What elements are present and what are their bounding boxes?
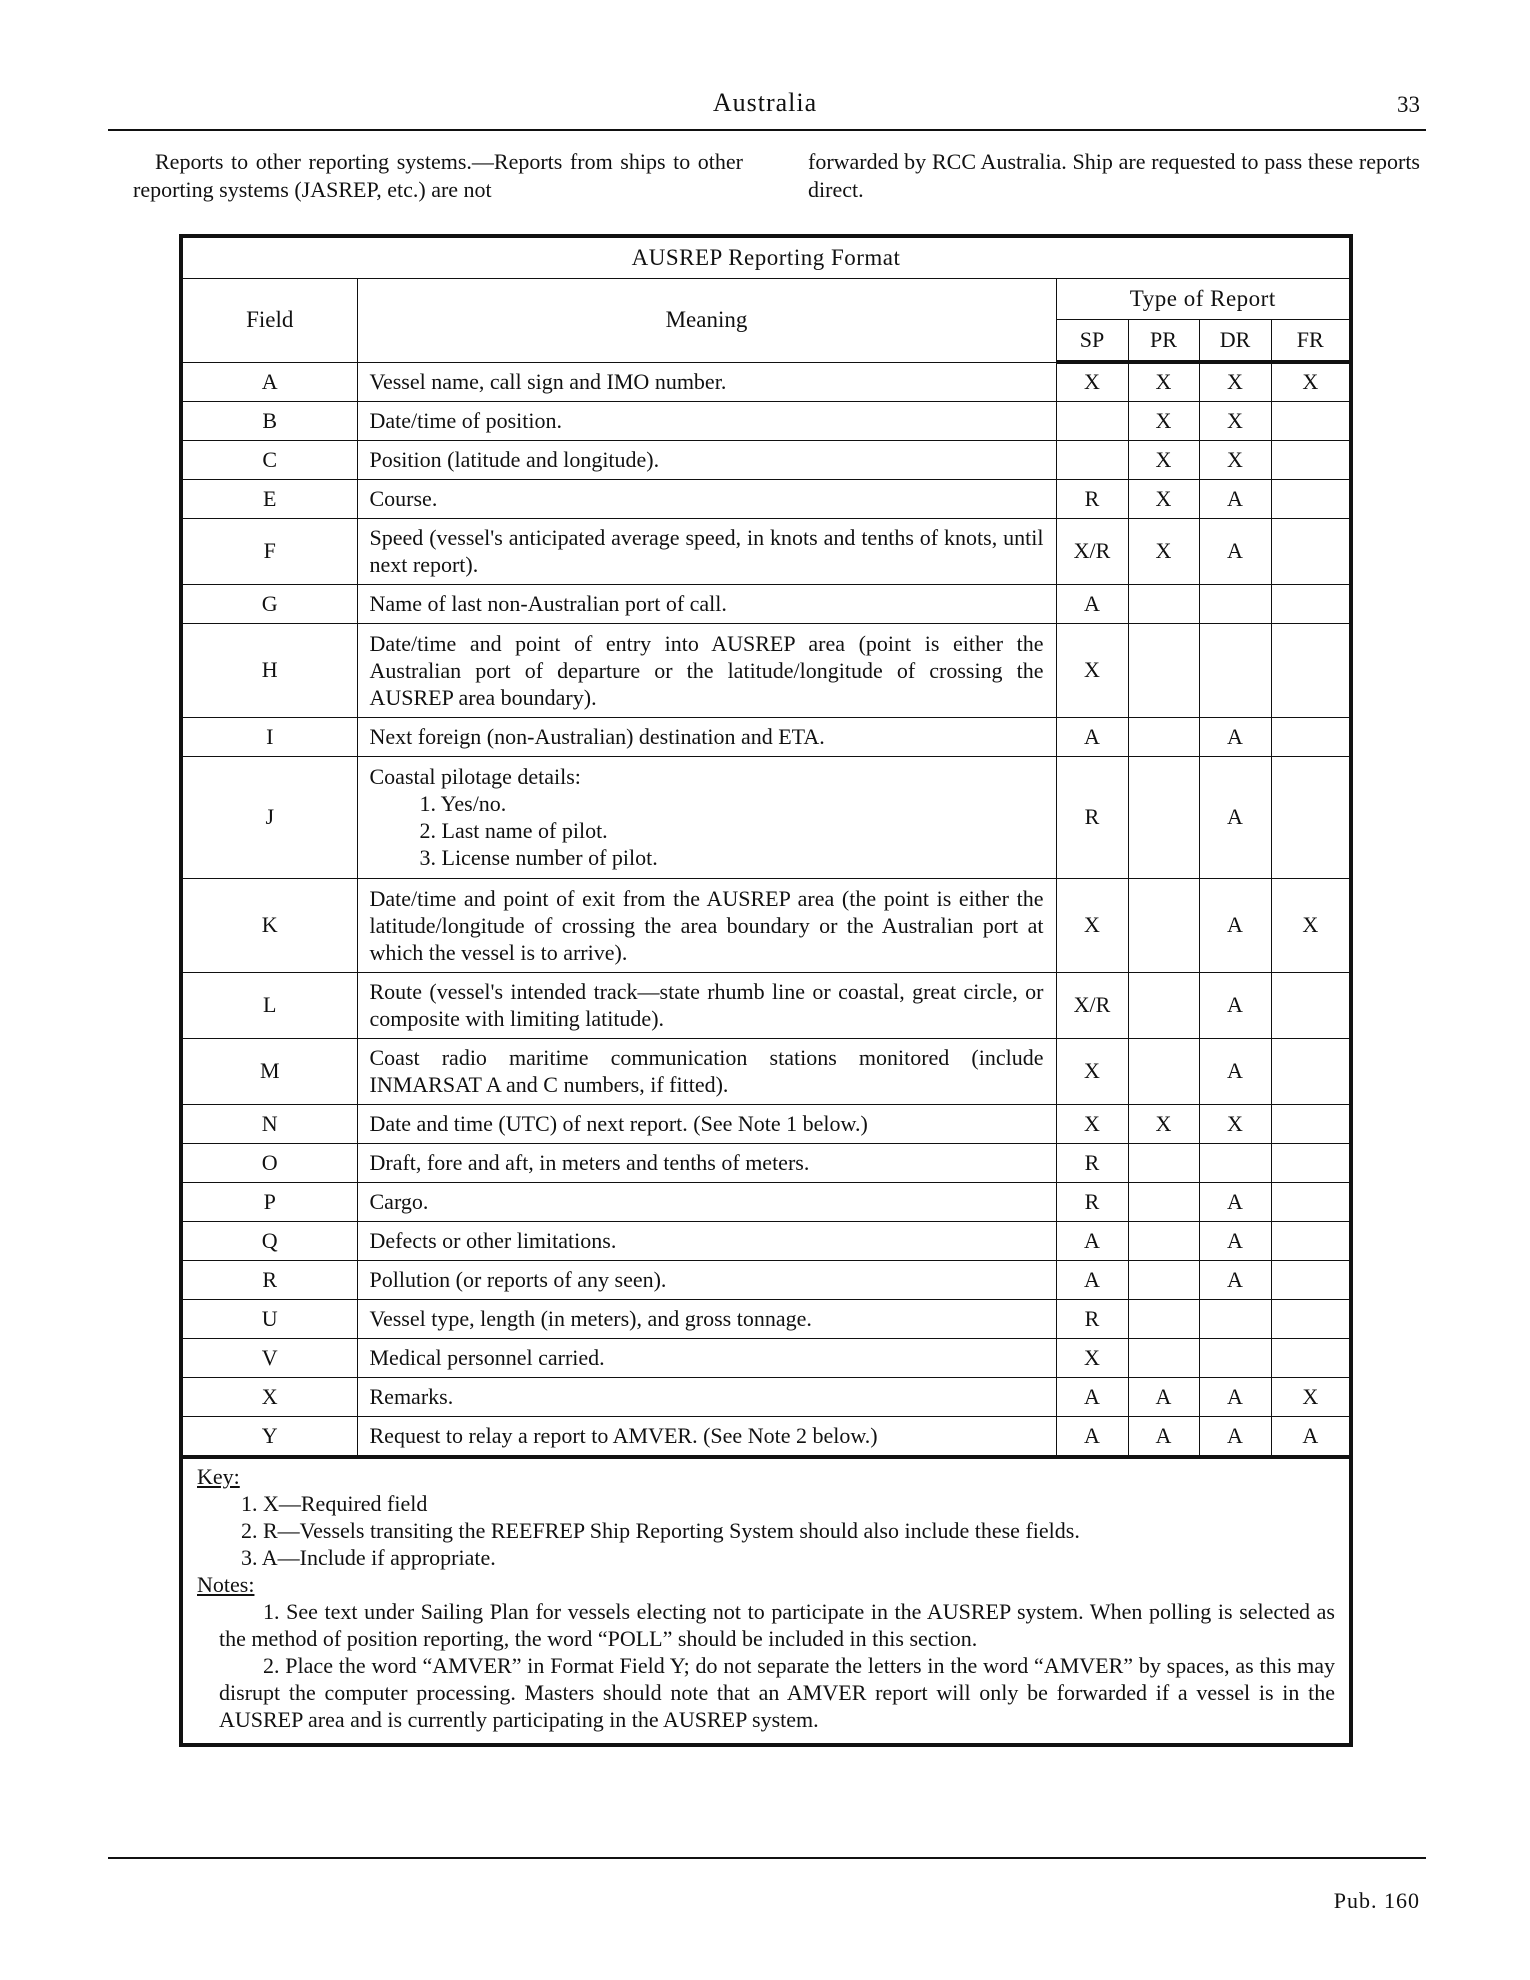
sp-cell	[1056, 401, 1128, 440]
dr-cell: A	[1199, 518, 1271, 584]
dr-cell: A	[1199, 1260, 1271, 1299]
field-meaning: Vessel type, length (in meters), and gross tonnage.	[357, 1299, 1056, 1338]
dr-column-header: DR	[1199, 320, 1271, 363]
dr-cell: A	[1199, 1221, 1271, 1260]
sp-cell: A	[1056, 1377, 1128, 1416]
sp-cell: R	[1056, 756, 1128, 878]
table-row	[183, 440, 1349, 479]
sp-cell: X	[1056, 623, 1128, 717]
ausrep-format-table	[179, 234, 1353, 1747]
intro-paragraph-right: forwarded by RCC Australia. Ship are requested to pass these reports direct.	[808, 149, 1420, 202]
field-code: H	[183, 623, 357, 717]
dr-cell	[1199, 1338, 1271, 1377]
field-code: K	[183, 878, 357, 972]
dr-cell: A	[1199, 1377, 1271, 1416]
pr-cell: X	[1128, 401, 1199, 440]
page-number: 33	[1397, 92, 1420, 117]
sp-cell: X	[1056, 1338, 1128, 1377]
sp-cell: A	[1056, 584, 1128, 623]
field-meaning: Request to relay a report to AMVER. (See Note 2 below.)	[357, 1416, 1056, 1455]
fr-cell	[1271, 717, 1349, 756]
field-code: F	[183, 518, 357, 584]
fr-cell: X	[1271, 878, 1349, 972]
field-code: B	[183, 401, 357, 440]
sp-cell: X	[1056, 1038, 1128, 1104]
fr-cell	[1271, 972, 1349, 1038]
table-row	[183, 1143, 1349, 1182]
field-code: Y	[183, 1416, 357, 1455]
table-row	[183, 1338, 1349, 1377]
table-row	[183, 756, 1349, 878]
field-meaning: Next foreign (non-Australian) destination and ETA.	[357, 717, 1056, 756]
field-meaning: Course.	[357, 479, 1056, 518]
fr-cell	[1271, 1104, 1349, 1143]
field-meaning: Route (vessel's intended track—state rhumb line or coastal, great circle, or composite with limiting latitude).	[357, 972, 1056, 1038]
pilotage-heading: Coastal pilotage details:	[369, 764, 581, 789]
sp-cell: A	[1056, 717, 1128, 756]
dr-cell: A	[1199, 479, 1271, 518]
fr-cell	[1271, 1221, 1349, 1260]
dr-cell: A	[1199, 878, 1271, 972]
pilotage-subitem: 1. Yes/no.	[419, 791, 507, 816]
pr-cell	[1128, 1143, 1199, 1182]
pr-cell	[1128, 1038, 1199, 1104]
table-row	[183, 623, 1349, 717]
note-item: 1. See text under Sailing Plan for vessels electing not to participate in the AUSREP system. When polling is selected as the method of position reporting, the word “POLL” should be included in this section.	[219, 1599, 1335, 1651]
field-meaning: Remarks.	[357, 1377, 1056, 1416]
field-code: P	[183, 1182, 357, 1221]
dr-cell: X	[1199, 362, 1271, 401]
pr-cell: X	[1128, 518, 1199, 584]
pr-cell: A	[1128, 1416, 1199, 1455]
pr-cell: X	[1128, 440, 1199, 479]
field-code: Q	[183, 1221, 357, 1260]
fr-cell	[1271, 518, 1349, 584]
dr-cell	[1199, 623, 1271, 717]
pr-cell: X	[1128, 479, 1199, 518]
dr-cell: A	[1199, 1416, 1271, 1455]
field-meaning: Date and time (UTC) of next report. (See Note 1 below.)	[357, 1104, 1056, 1143]
intro-paragraph-left: Reports to other reporting systems.—Reports from ships to other reporting systems (JASREP, etc.) are not	[133, 149, 743, 202]
key-item: 1. X—Required field	[241, 1491, 428, 1516]
key-label: Key:	[197, 1464, 240, 1489]
field-code: R	[183, 1260, 357, 1299]
sp-cell: X	[1056, 362, 1128, 401]
fr-cell	[1271, 756, 1349, 878]
field-meaning: Date/time and point of exit from the AUSREP area (the point is either the latitude/longitude of crossing the area boundary or the Australian port at which the vessel is to arrive).	[357, 878, 1056, 972]
pr-column-header: PR	[1128, 320, 1199, 363]
report-table	[183, 238, 1349, 1455]
table-row	[183, 972, 1349, 1038]
sp-column-header: SP	[1056, 320, 1128, 363]
field-meaning: Speed (vessel's anticipated average speed, in knots and tenths of knots, until next report).	[357, 518, 1056, 584]
field-code: G	[183, 584, 357, 623]
fr-cell	[1271, 1299, 1349, 1338]
key-item: 2. R—Vessels transiting the REEFREP Ship Reporting System should also include these fields.	[241, 1518, 1080, 1543]
table-row	[183, 1377, 1349, 1416]
field-code: X	[183, 1377, 357, 1416]
pr-cell: X	[1128, 362, 1199, 401]
sp-cell: X/R	[1056, 972, 1128, 1038]
table-row	[183, 518, 1349, 584]
pr-cell	[1128, 717, 1199, 756]
field-code: A	[183, 362, 357, 401]
sp-cell: X/R	[1056, 518, 1128, 584]
publication-label: Pub. 160	[1333, 1888, 1420, 1913]
table-row	[183, 584, 1349, 623]
pr-cell: A	[1128, 1377, 1199, 1416]
key-item: 3. A—Include if appropriate.	[241, 1545, 496, 1570]
sp-cell: R	[1056, 1299, 1128, 1338]
pr-cell	[1128, 584, 1199, 623]
table-row	[183, 1104, 1349, 1143]
dr-cell	[1199, 584, 1271, 623]
pr-cell	[1128, 1299, 1199, 1338]
sp-cell: R	[1056, 1182, 1128, 1221]
fr-cell	[1271, 1260, 1349, 1299]
pr-cell	[1128, 1221, 1199, 1260]
pilotage-subitem: 2. Last name of pilot.	[419, 818, 608, 843]
field-code: I	[183, 717, 357, 756]
pr-cell	[1128, 623, 1199, 717]
field-meaning: Draft, fore and aft, in meters and tenths of meters.	[357, 1143, 1056, 1182]
pr-cell	[1128, 756, 1199, 878]
fr-column-header: FR	[1271, 320, 1349, 363]
fr-cell	[1271, 1038, 1349, 1104]
field-meaning: Date/time of position.	[357, 401, 1056, 440]
sp-cell: X	[1056, 1104, 1128, 1143]
header-divider	[108, 129, 1426, 131]
fr-cell	[1271, 440, 1349, 479]
field-meaning: Vessel name, call sign and IMO number.	[357, 362, 1056, 401]
table-row	[183, 1038, 1349, 1104]
field-meaning: Position (latitude and longitude).	[357, 440, 1056, 479]
field-meaning: Date/time and point of entry into AUSREP area (point is either the Australian port of departure or the latitude/longitude of crossing the AUSREP area boundary).	[357, 623, 1056, 717]
pr-cell	[1128, 972, 1199, 1038]
dr-cell: A	[1199, 1038, 1271, 1104]
table-row	[183, 1260, 1349, 1299]
pr-cell	[1128, 1260, 1199, 1299]
type-of-report-header: Type of Report	[1056, 279, 1349, 320]
fr-cell: X	[1271, 1377, 1349, 1416]
fr-cell	[1271, 584, 1349, 623]
dr-cell: X	[1199, 1104, 1271, 1143]
field-code: E	[183, 479, 357, 518]
table-row	[183, 1182, 1349, 1221]
footer-divider	[108, 1857, 1426, 1859]
pr-cell	[1128, 1182, 1199, 1221]
table-row	[183, 362, 1349, 401]
pr-cell: X	[1128, 1104, 1199, 1143]
table-row	[183, 878, 1349, 972]
sp-cell: R	[1056, 1143, 1128, 1182]
field-code: U	[183, 1299, 357, 1338]
fr-cell: X	[1271, 362, 1349, 401]
notes-label: Notes:	[197, 1572, 255, 1597]
field-code: V	[183, 1338, 357, 1377]
note-item: 2. Place the word “AMVER” in Format Field Y; do not separate the letters in the word “AMVER” by spaces, as this may disrupt the computer processing. Masters should note that an AMVER report will only be forwarded if a vessel is in the AUSREP area and is currently participating in the AUSREP system.	[219, 1653, 1335, 1732]
page-header-title: Australia	[712, 88, 818, 117]
field-code: M	[183, 1038, 357, 1104]
fr-cell	[1271, 1338, 1349, 1377]
table-row	[183, 717, 1349, 756]
fr-cell	[1271, 623, 1349, 717]
field-meaning: Pollution (or reports of any seen).	[357, 1260, 1056, 1299]
field-meaning	[357, 756, 1056, 878]
sp-cell: A	[1056, 1416, 1128, 1455]
sp-cell: X	[1056, 878, 1128, 972]
dr-cell: A	[1199, 717, 1271, 756]
fr-cell	[1271, 479, 1349, 518]
field-code: N	[183, 1104, 357, 1143]
table-row	[183, 1416, 1349, 1455]
field-code: L	[183, 972, 357, 1038]
dr-cell: A	[1199, 756, 1271, 878]
table-row	[183, 1221, 1349, 1260]
fr-cell	[1271, 1143, 1349, 1182]
pilotage-subitem: 3. License number of pilot.	[419, 845, 658, 870]
field-meaning: Cargo.	[357, 1182, 1056, 1221]
sp-cell	[1056, 440, 1128, 479]
dr-cell: X	[1199, 401, 1271, 440]
sp-cell: A	[1056, 1260, 1128, 1299]
field-code: J	[183, 756, 357, 878]
field-code: C	[183, 440, 357, 479]
table-title: AUSREP Reporting Format	[183, 238, 1349, 279]
fr-cell	[1271, 401, 1349, 440]
pr-cell	[1128, 1338, 1199, 1377]
sp-cell: R	[1056, 479, 1128, 518]
pr-cell	[1128, 878, 1199, 972]
dr-cell: A	[1199, 972, 1271, 1038]
table-row	[183, 401, 1349, 440]
fr-cell: A	[1271, 1416, 1349, 1455]
field-meaning: Defects or other limitations.	[357, 1221, 1056, 1260]
fr-cell	[1271, 1182, 1349, 1221]
meaning-column-header: Meaning	[357, 279, 1056, 363]
field-meaning: Medical personnel carried.	[357, 1338, 1056, 1377]
field-column-header: Field	[183, 279, 357, 363]
sp-cell: A	[1056, 1221, 1128, 1260]
dr-cell: A	[1199, 1182, 1271, 1221]
field-meaning: Name of last non-Australian port of call.	[357, 584, 1056, 623]
table-row	[183, 479, 1349, 518]
dr-cell: X	[1199, 440, 1271, 479]
dr-cell	[1199, 1143, 1271, 1182]
field-code: O	[183, 1143, 357, 1182]
field-meaning: Coast radio maritime communication stations monitored (include INMARSAT A and C numbers, if fitted).	[357, 1038, 1056, 1104]
table-row	[183, 1299, 1349, 1338]
dr-cell	[1199, 1299, 1271, 1338]
key-and-notes	[183, 1455, 1349, 1743]
